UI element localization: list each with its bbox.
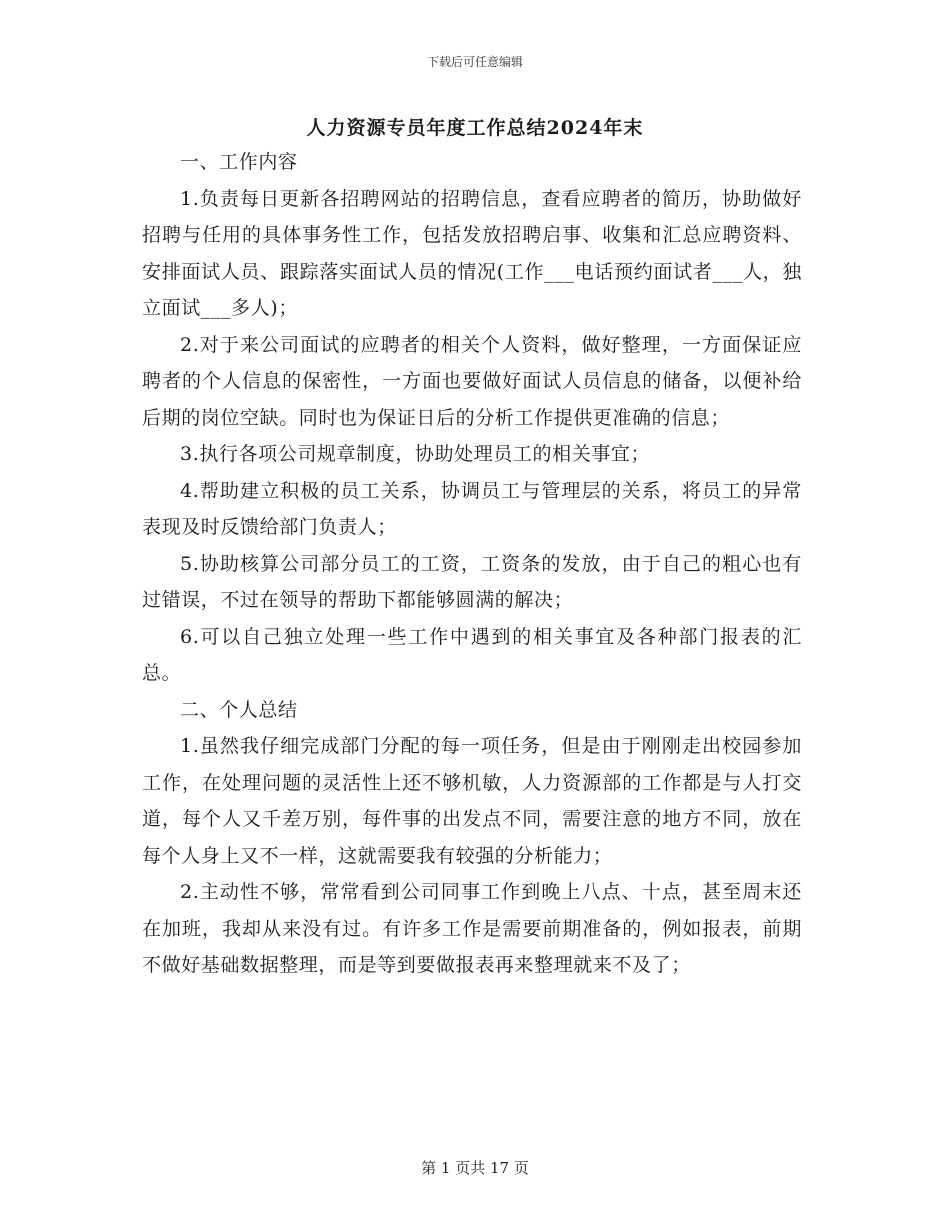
section-heading-work-content: 一、工作内容 bbox=[180, 151, 298, 173]
paragraph: 3.执行各项公司规章制度，协助处理员工的相关事宜； bbox=[180, 443, 651, 465]
paragraph: 1.虽然我仔细完成部门分配的每一项任务，但是由于刚刚走出校园参加工作，在处理问题的灵活性上还不够机敏，人力资源部的工作都是与人打交道，每个人又千差万别，每件事的出发点不同，需要注意的地方不同，放在每个人身上又不一样，这就需要我有较强的分析能力； bbox=[142, 735, 802, 867]
section-heading-personal-summary: 二、个人总结 bbox=[180, 698, 298, 721]
paragraph: 5.协助核算公司部分员工的工资，工资条的发放，由于自己的粗心也有过错误，不过在领导的帮助下都能够圆满的解决； bbox=[142, 552, 802, 611]
paragraph: 1.负责每日更新各招聘网站的招聘信息，查看应聘者的简历，协助做好招聘与任用的具体事务性工作，包括发放招聘启事、收集和汇总应聘资料、安排面试人员、跟踪落实面试人员的情况(工作___电话预约面试者___人，独立面试___多人)； bbox=[142, 187, 802, 319]
header-note: 下载后可任意编辑 bbox=[426, 55, 523, 69]
paragraph: 2.主动性不够，常常看到公司同事工作到晚上八点、十点，甚至周末还在加班，我却从来没有过。有许多工作是需要前期准备的，例如报表，前期不做好基础数据整理，而是等到要做报表再来整理就来不及了； bbox=[142, 881, 802, 976]
document-title: 人力资源专员年度工作总结2024年末 bbox=[306, 117, 644, 139]
paragraph: 2.对于来公司面试的应聘者的相关个人资料，做好整理，一方面保证应聘者的个人信息的保密性，一方面也要做好面试人员信息的储备，以便补给后期的岗位空缺。同时也为保证日后的分析工作提供更准确的信息； bbox=[142, 333, 802, 429]
paragraph: 6.可以自己独立处理一些工作中遇到的相关事宜及各种部门报表的汇总。 bbox=[142, 625, 802, 684]
paragraph: 4.帮助建立积极的员工关系，协调员工与管理层的关系，将员工的异常表现及时反馈给部门负责人； bbox=[142, 479, 802, 538]
document-body bbox=[142, 144, 802, 984]
page-number: 第 1 页共 17 页 bbox=[421, 1159, 529, 1177]
